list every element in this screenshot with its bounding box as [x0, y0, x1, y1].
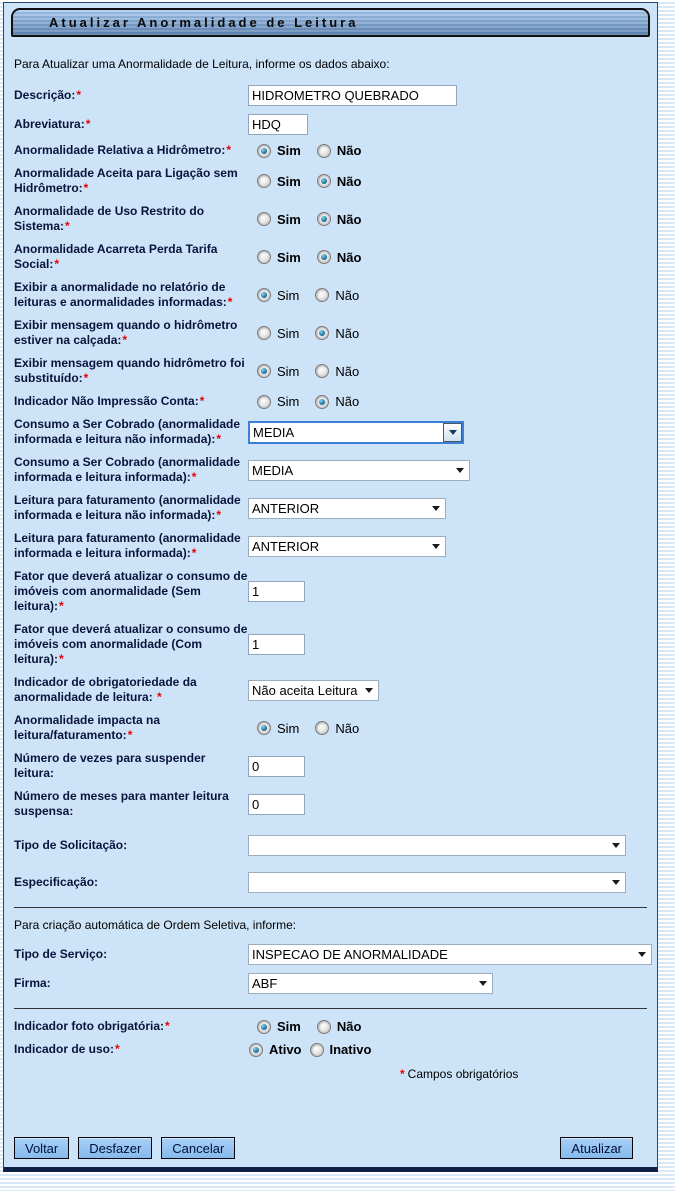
row-abreviatura — [14, 110, 647, 139]
consumo-nao-informada-select[interactable]: MEDIA — [248, 421, 464, 444]
indicador-uso-label: Indicador de uso: — [14, 1042, 115, 1056]
row-consumo-cobrado-informada — [14, 451, 647, 489]
radio-button[interactable] — [315, 364, 329, 378]
tipo-servico-select[interactable]: INSPECAO DE ANORMALIDADE — [248, 944, 652, 965]
row-numero-meses-suspensa — [14, 785, 647, 823]
radio-option-sim[interactable]: Sim — [257, 288, 299, 303]
consumo-nao-informada-label: Consumo a Ser Cobrado (anormalidade informada e leitura não informada): — [14, 417, 241, 446]
dropdown-arrow-icon — [612, 880, 620, 885]
required-asterisk: * — [65, 219, 70, 233]
especificacao-label: Especificação: — [14, 875, 99, 889]
radio-button[interactable] — [315, 288, 329, 302]
radio-option-sim[interactable]: Sim — [257, 721, 299, 736]
radio-option-sim[interactable]: Sim — [257, 1019, 301, 1034]
tipo-servico-label: Tipo de Serviço: — [14, 947, 108, 961]
radio-button[interactable] — [249, 1043, 263, 1057]
required-asterisk: * — [191, 546, 197, 560]
row-aceita-ligacao-sem-hidrometro — [14, 162, 647, 200]
required-asterisk: * — [199, 394, 205, 408]
mensagem-substituido-label: Exibir mensagem quando hidrômetro foi substituído: — [14, 356, 245, 385]
radio-option-sim[interactable]: Sim — [257, 174, 301, 189]
row-leitura-faturamento-informada — [14, 527, 647, 565]
radio-button[interactable] — [257, 288, 271, 302]
required-asterisk: * — [400, 1067, 405, 1081]
exibir-relatorio-label: Exibir a anormalidade no relatório de leituras e anormalidades informadas: — [14, 280, 227, 309]
tipo-solicitacao-label: Tipo de Solicitação: — [14, 838, 128, 852]
consumo-informada-label: Consumo a Ser Cobrado (anormalidade informada e leitura informada): — [14, 455, 241, 484]
dropdown-arrow-icon — [456, 468, 464, 473]
required-asterisk: * — [191, 470, 197, 484]
radio-button[interactable] — [315, 326, 329, 340]
leitura-informada-select[interactable]: ANTERIOR — [248, 536, 446, 557]
radio-option-sim[interactable]: Sim — [257, 212, 301, 227]
required-asterisk: * — [216, 508, 222, 522]
mensagem-calcada-label: Exibir mensagem quando o hidrômetro estiver na calçada: — [14, 318, 238, 347]
row-tipo-servico — [14, 940, 647, 969]
radio-option-nao[interactable]: Não — [317, 143, 362, 158]
row-impacta-leitura-faturamento — [14, 709, 647, 747]
row-obrigatoriedade-leitura — [14, 671, 647, 709]
radio-option-nao[interactable]: Não — [315, 288, 359, 303]
aceita-ligacao-label: Anormalidade Aceita para Ligação sem Hidrômetro: — [14, 166, 238, 195]
row-tipo-solicitacao — [14, 831, 647, 860]
firma-select[interactable]: ABF — [248, 973, 493, 994]
radio-button[interactable] — [317, 1020, 331, 1034]
foto-obrigatoria-label: Indicador foto obrigatória: — [14, 1019, 164, 1033]
radio-button[interactable] — [257, 144, 271, 158]
required-asterisk: * — [76, 88, 82, 102]
abreviatura-label: Abreviatura: — [14, 117, 85, 131]
dropdown-arrow-icon[interactable] — [443, 423, 462, 442]
radio-button[interactable] — [257, 326, 271, 340]
fator-sem-leitura-label: Fator que deverá atualizar o consumo de imóveis com anormalidade (Sem leitura): — [14, 569, 248, 613]
leitura-nao-informada-label: Leitura para faturamento (anormalidade informada e leitura não informada): — [14, 493, 241, 522]
row-indicador-foto-obrigatoria — [14, 1015, 647, 1038]
desfazer-button[interactable]: Desfazer — [78, 1137, 152, 1159]
required-asterisk: * — [83, 371, 89, 385]
radio-option-sim[interactable]: Sim — [257, 394, 299, 409]
dropdown-arrow-icon — [638, 952, 646, 957]
dropdown-arrow-icon — [432, 544, 440, 549]
required-asterisk: * — [54, 257, 60, 271]
consumo-informada-select[interactable]: MEDIA — [248, 460, 470, 481]
obrigatoriedade-label: Indicador de obrigatoriedade da anormalidade de leitura: — [14, 675, 197, 704]
row-fator-com-leitura — [14, 618, 647, 671]
radio-option-ativo[interactable]: Ativo — [249, 1042, 302, 1057]
radio-option-sim[interactable]: Sim — [257, 250, 301, 265]
required-asterisk: * — [59, 599, 64, 613]
cancelar-button[interactable]: Cancelar — [161, 1137, 235, 1159]
row-fator-sem-leitura — [14, 565, 647, 618]
form-body — [10, 37, 651, 1167]
radio-option-sim[interactable]: Sim — [257, 326, 299, 341]
row-numero-vezes-suspender — [14, 747, 647, 785]
row-uso-restrito-sistema — [14, 200, 647, 238]
nao-impressao-label: Indicador Não Impressão Conta: — [14, 394, 199, 408]
form-window — [3, 2, 658, 1172]
radio-button[interactable] — [257, 395, 271, 409]
dropdown-arrow-icon — [365, 688, 373, 693]
radio-option-nao[interactable]: Não — [315, 394, 359, 409]
numero-vezes-input[interactable] — [248, 756, 305, 777]
radio-option-nao[interactable]: Não — [317, 174, 362, 189]
required-fields-note: * Campos obrigatórios — [400, 1067, 519, 1081]
voltar-button[interactable]: Voltar — [14, 1137, 69, 1159]
fator-sem-leitura-input[interactable] — [248, 581, 305, 602]
obrigatoriedade-select[interactable]: Não aceita Leitura — [248, 680, 379, 701]
atualizar-button[interactable]: Atualizar — [560, 1137, 633, 1159]
radio-button[interactable] — [257, 212, 271, 226]
radio-option-nao[interactable]: Não — [317, 1019, 362, 1034]
radio-button[interactable] — [257, 1020, 271, 1034]
row-consumo-cobrado-nao-informada — [14, 413, 647, 451]
radio-button[interactable] — [317, 144, 331, 158]
required-asterisk: * — [83, 181, 89, 195]
descricao-label: Descrição: — [14, 88, 76, 102]
radio-option-sim[interactable]: Sim — [257, 143, 301, 158]
radio-button[interactable] — [257, 174, 271, 188]
row-especificacao — [14, 868, 647, 897]
required-asterisk: * — [157, 690, 162, 704]
required-asterisk: * — [127, 728, 133, 742]
row-leitura-faturamento-nao-informada — [14, 489, 647, 527]
radio-button[interactable] — [310, 1043, 324, 1057]
radio-button[interactable] — [257, 721, 271, 735]
numero-vezes-label: Número de vezes para suspender leitura: — [14, 751, 206, 780]
page-title: Atualizar Anormalidade de Leitura — [49, 15, 359, 30]
row-descricao — [14, 81, 647, 110]
leitura-nao-informada-select[interactable]: ANTERIOR — [248, 498, 446, 519]
relativa-hidrometro-label: Anormalidade Relativa a Hidrômetro: — [14, 143, 226, 157]
separator — [14, 1008, 647, 1009]
required-asterisk: * — [226, 143, 232, 157]
row-nao-impressao-conta — [14, 390, 647, 413]
fator-com-leitura-input[interactable] — [248, 634, 305, 655]
required-asterisk: * — [227, 295, 233, 309]
row-acarreta-perda-tarifa — [14, 238, 647, 276]
especificacao-select[interactable] — [248, 872, 626, 893]
separator — [14, 907, 647, 908]
radio-option-nao[interactable]: Não — [315, 326, 359, 341]
firma-label: Firma: — [14, 976, 51, 990]
radio-option-nao[interactable]: Não — [315, 721, 359, 736]
radio-button[interactable] — [257, 364, 271, 378]
radio-button[interactable] — [317, 174, 331, 188]
row-exibir-anormalidade-relatorio — [14, 276, 647, 314]
radio-button[interactable] — [315, 721, 329, 735]
row-exibir-mensagem-substituido — [14, 352, 647, 390]
radio-button[interactable] — [315, 395, 329, 409]
acarreta-perda-label: Anormalidade Acarreta Perda Tarifa Social: — [14, 242, 218, 271]
row-indicador-uso — [14, 1038, 647, 1061]
required-asterisk: * — [165, 1019, 170, 1033]
abreviatura-input[interactable] — [248, 114, 308, 135]
row-firma — [14, 969, 647, 998]
required-asterisk: * — [122, 333, 128, 347]
descricao-input[interactable] — [248, 85, 457, 106]
tipo-solicitacao-select[interactable] — [248, 835, 626, 856]
radio-option-nao[interactable]: Não — [317, 250, 362, 265]
radio-button[interactable] — [317, 212, 331, 226]
fator-com-leitura-label: Fator que deverá atualizar o consumo de imóveis com anormalidade (Com leitura): — [14, 622, 248, 666]
page-titlebar — [11, 8, 650, 37]
row-exibir-mensagem-calcada — [14, 314, 647, 352]
required-asterisk: * — [85, 117, 91, 131]
dropdown-arrow-icon — [479, 981, 487, 986]
numero-meses-input[interactable] — [248, 794, 305, 815]
uso-restrito-label: Anormalidade de Uso Restrito do Sistema: — [14, 204, 205, 233]
row-relativa-hidrometro — [14, 139, 647, 162]
intro-text: Para Atualizar uma Anormalidade de Leitura, informe os dados abaixo: — [14, 57, 390, 71]
dropdown-arrow-icon — [612, 843, 620, 848]
impacta-label: Anormalidade impacta na leitura/faturamento: — [14, 713, 161, 742]
leitura-informada-label: Leitura para faturamento (anormalidade informada e leitura informada): — [14, 531, 241, 560]
radio-button[interactable] — [257, 250, 271, 264]
required-asterisk: * — [59, 652, 64, 666]
radio-button[interactable] — [317, 250, 331, 264]
dropdown-arrow-icon — [432, 506, 440, 511]
required-asterisk: * — [115, 1042, 120, 1056]
button-bar — [14, 1137, 647, 1159]
radio-option-nao[interactable]: Não — [317, 212, 362, 227]
numero-meses-label: Número de meses para manter leitura suspensa: — [14, 789, 229, 818]
required-asterisk: * — [216, 432, 222, 446]
ordem-seletiva-section-label: Para criação automática de Ordem Seletiva, informe: — [14, 918, 297, 932]
radio-option-sim[interactable]: Sim — [257, 364, 299, 379]
radio-option-inativo[interactable]: Inativo — [310, 1042, 372, 1057]
radio-option-nao[interactable]: Não — [315, 364, 359, 379]
